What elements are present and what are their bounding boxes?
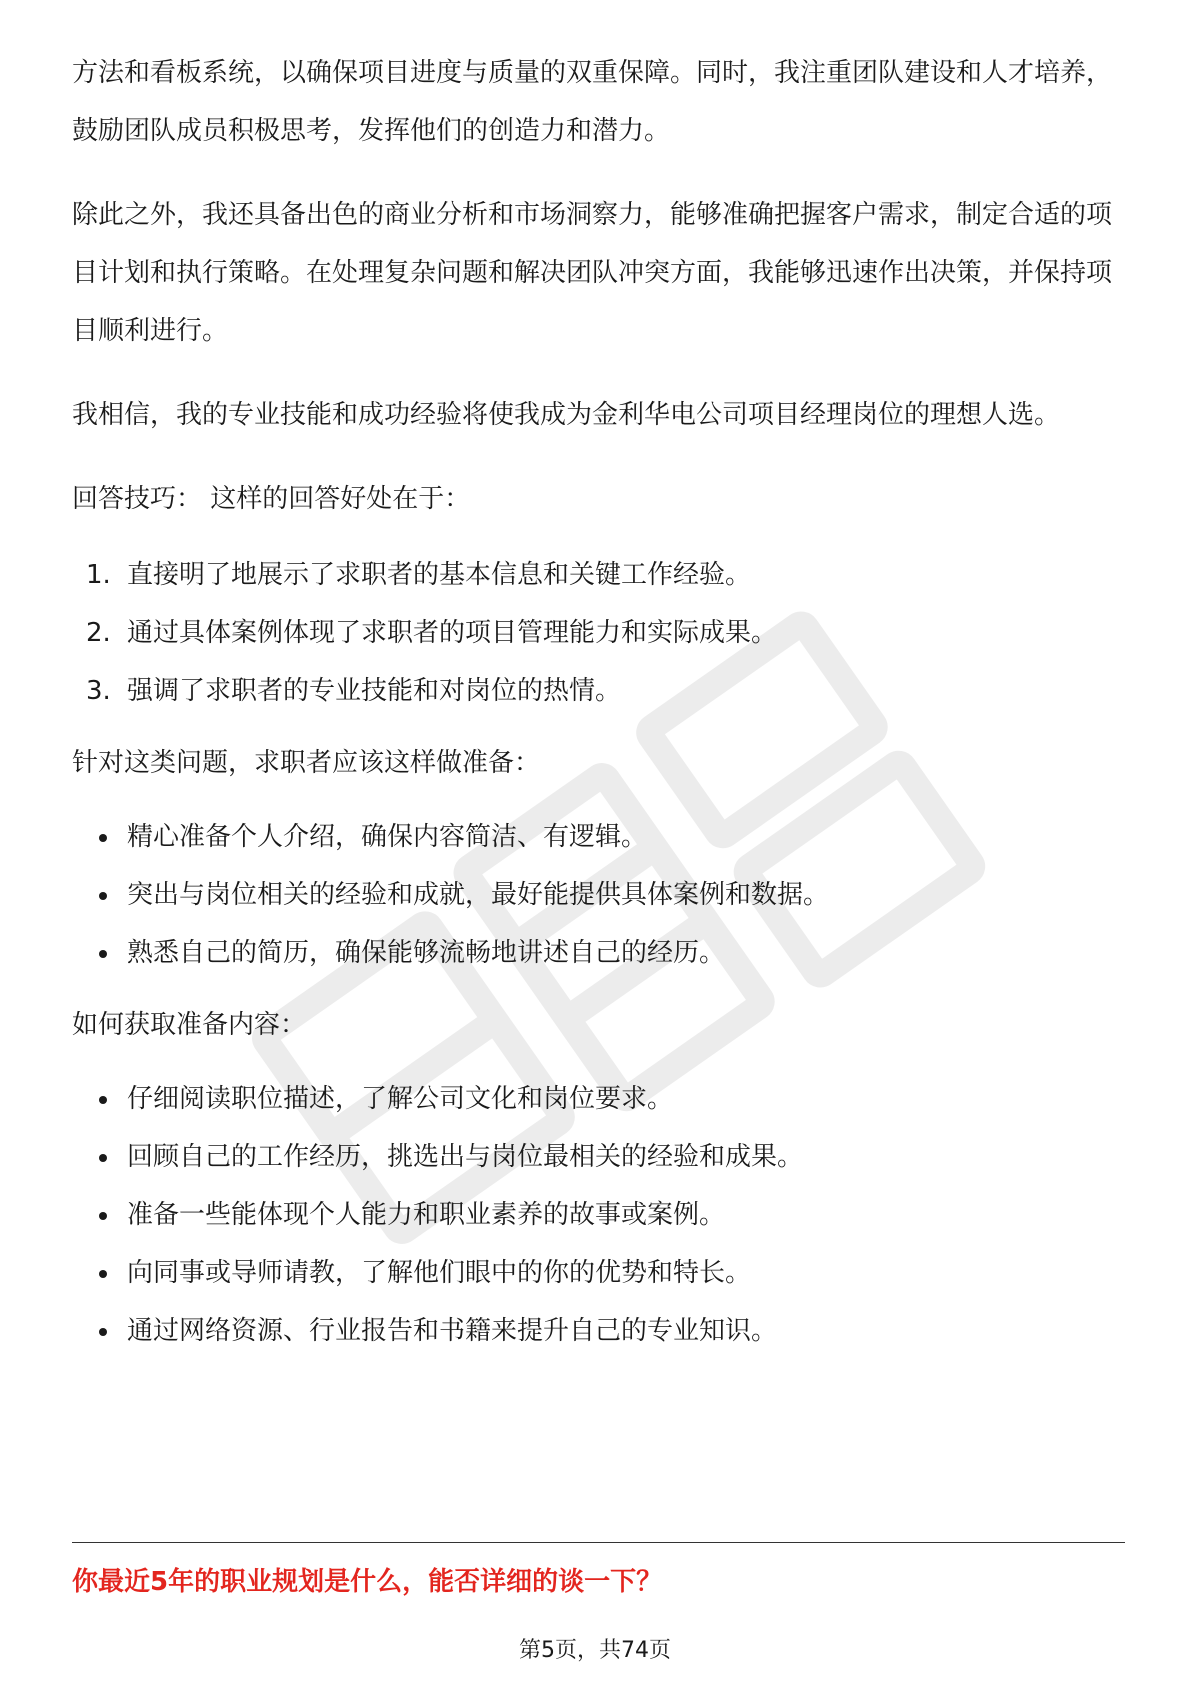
list-item-text: 直接明了地展示了求职者的基本信息和关键工作经验。 bbox=[127, 560, 752, 590]
obtain-heading: 如何获取准备内容： bbox=[72, 1010, 307, 1040]
bullet-icon bbox=[99, 1212, 107, 1220]
prepare-heading: 针对这类问题，求职者应该这样做准备： bbox=[72, 748, 541, 778]
list-item bbox=[72, 924, 1122, 982]
tips-heading: 回答技巧： 这样的回答好处在于： bbox=[72, 484, 471, 514]
list-item bbox=[72, 1244, 1122, 1302]
prepare-list bbox=[72, 808, 1122, 982]
document-body bbox=[72, 44, 1122, 1374]
list-item-text: 强调了求职者的专业技能和对岗位的热情。 bbox=[127, 676, 622, 706]
paragraph-1: 方法和看板系统，以确保项目进度与质量的双重保障。同时，我注重团队建设和人才培养，鼓励团队成员积极思考，发挥他们的创造力和潜力。 bbox=[72, 58, 1113, 146]
list-item-text: 回顾自己的工作经历，挑选出与岗位最相关的经验和成果。 bbox=[127, 1142, 804, 1172]
bullet-icon bbox=[99, 1270, 107, 1278]
list-item bbox=[72, 604, 1122, 662]
list-item-text: 通过具体案例体现了求职者的项目管理能力和实际成果。 bbox=[127, 618, 778, 648]
bullet-icon bbox=[99, 950, 107, 958]
list-item-text: 通过网络资源、行业报告和书籍来提升自己的专业知识。 bbox=[127, 1316, 778, 1346]
bullet-icon bbox=[99, 1154, 107, 1162]
list-item bbox=[72, 1302, 1122, 1360]
paragraph-2: 除此之外，我还具备出色的商业分析和市场洞察力，能够准确把握客户需求，制定合适的项目计划和执行策略。在处理复杂问题和解决团队冲突方面，我能够迅速作出决策，并保持项目顺利进行。 bbox=[72, 200, 1113, 346]
list-item bbox=[72, 866, 1122, 924]
bullet-icon bbox=[99, 834, 107, 842]
list-item bbox=[72, 808, 1122, 866]
list-number: 2. bbox=[86, 618, 111, 648]
tips-list bbox=[72, 546, 1122, 720]
list-item-text: 仔细阅读职位描述，了解公司文化和岗位要求。 bbox=[127, 1084, 674, 1114]
list-item-text: 向同事或导师请教，了解他们眼中的你的优势和特长。 bbox=[127, 1258, 752, 1288]
page-number: 第5页，共74页 bbox=[519, 1638, 671, 1663]
next-question-heading: 你最近5年的职业规划是什么，能否详细的谈一下？ bbox=[72, 1567, 663, 1597]
list-item bbox=[72, 1070, 1122, 1128]
list-item bbox=[72, 546, 1122, 604]
list-item bbox=[72, 1186, 1122, 1244]
paragraph-3: 我相信，我的专业技能和成功经验将使我成为金利华电公司项目经理岗位的理想人选。 bbox=[72, 400, 1061, 430]
list-item bbox=[72, 1128, 1122, 1186]
bullet-icon bbox=[99, 1096, 107, 1104]
list-item-text: 准备一些能体现个人能力和职业素养的故事或案例。 bbox=[127, 1200, 726, 1230]
list-item-text: 突出与岗位相关的经验和成就，最好能提供具体案例和数据。 bbox=[127, 880, 830, 910]
bullet-icon bbox=[99, 892, 107, 900]
list-item bbox=[72, 662, 1122, 720]
list-number: 3. bbox=[86, 676, 111, 706]
list-item-text: 熟悉自己的简历，确保能够流畅地讲述自己的经历。 bbox=[127, 938, 726, 968]
list-item-text: 精心准备个人介绍，确保内容简洁、有逻辑。 bbox=[127, 822, 648, 852]
list-number: 1. bbox=[86, 560, 111, 590]
obtain-list bbox=[72, 1070, 1122, 1360]
bullet-icon bbox=[99, 1328, 107, 1336]
section-divider bbox=[72, 1542, 1125, 1543]
